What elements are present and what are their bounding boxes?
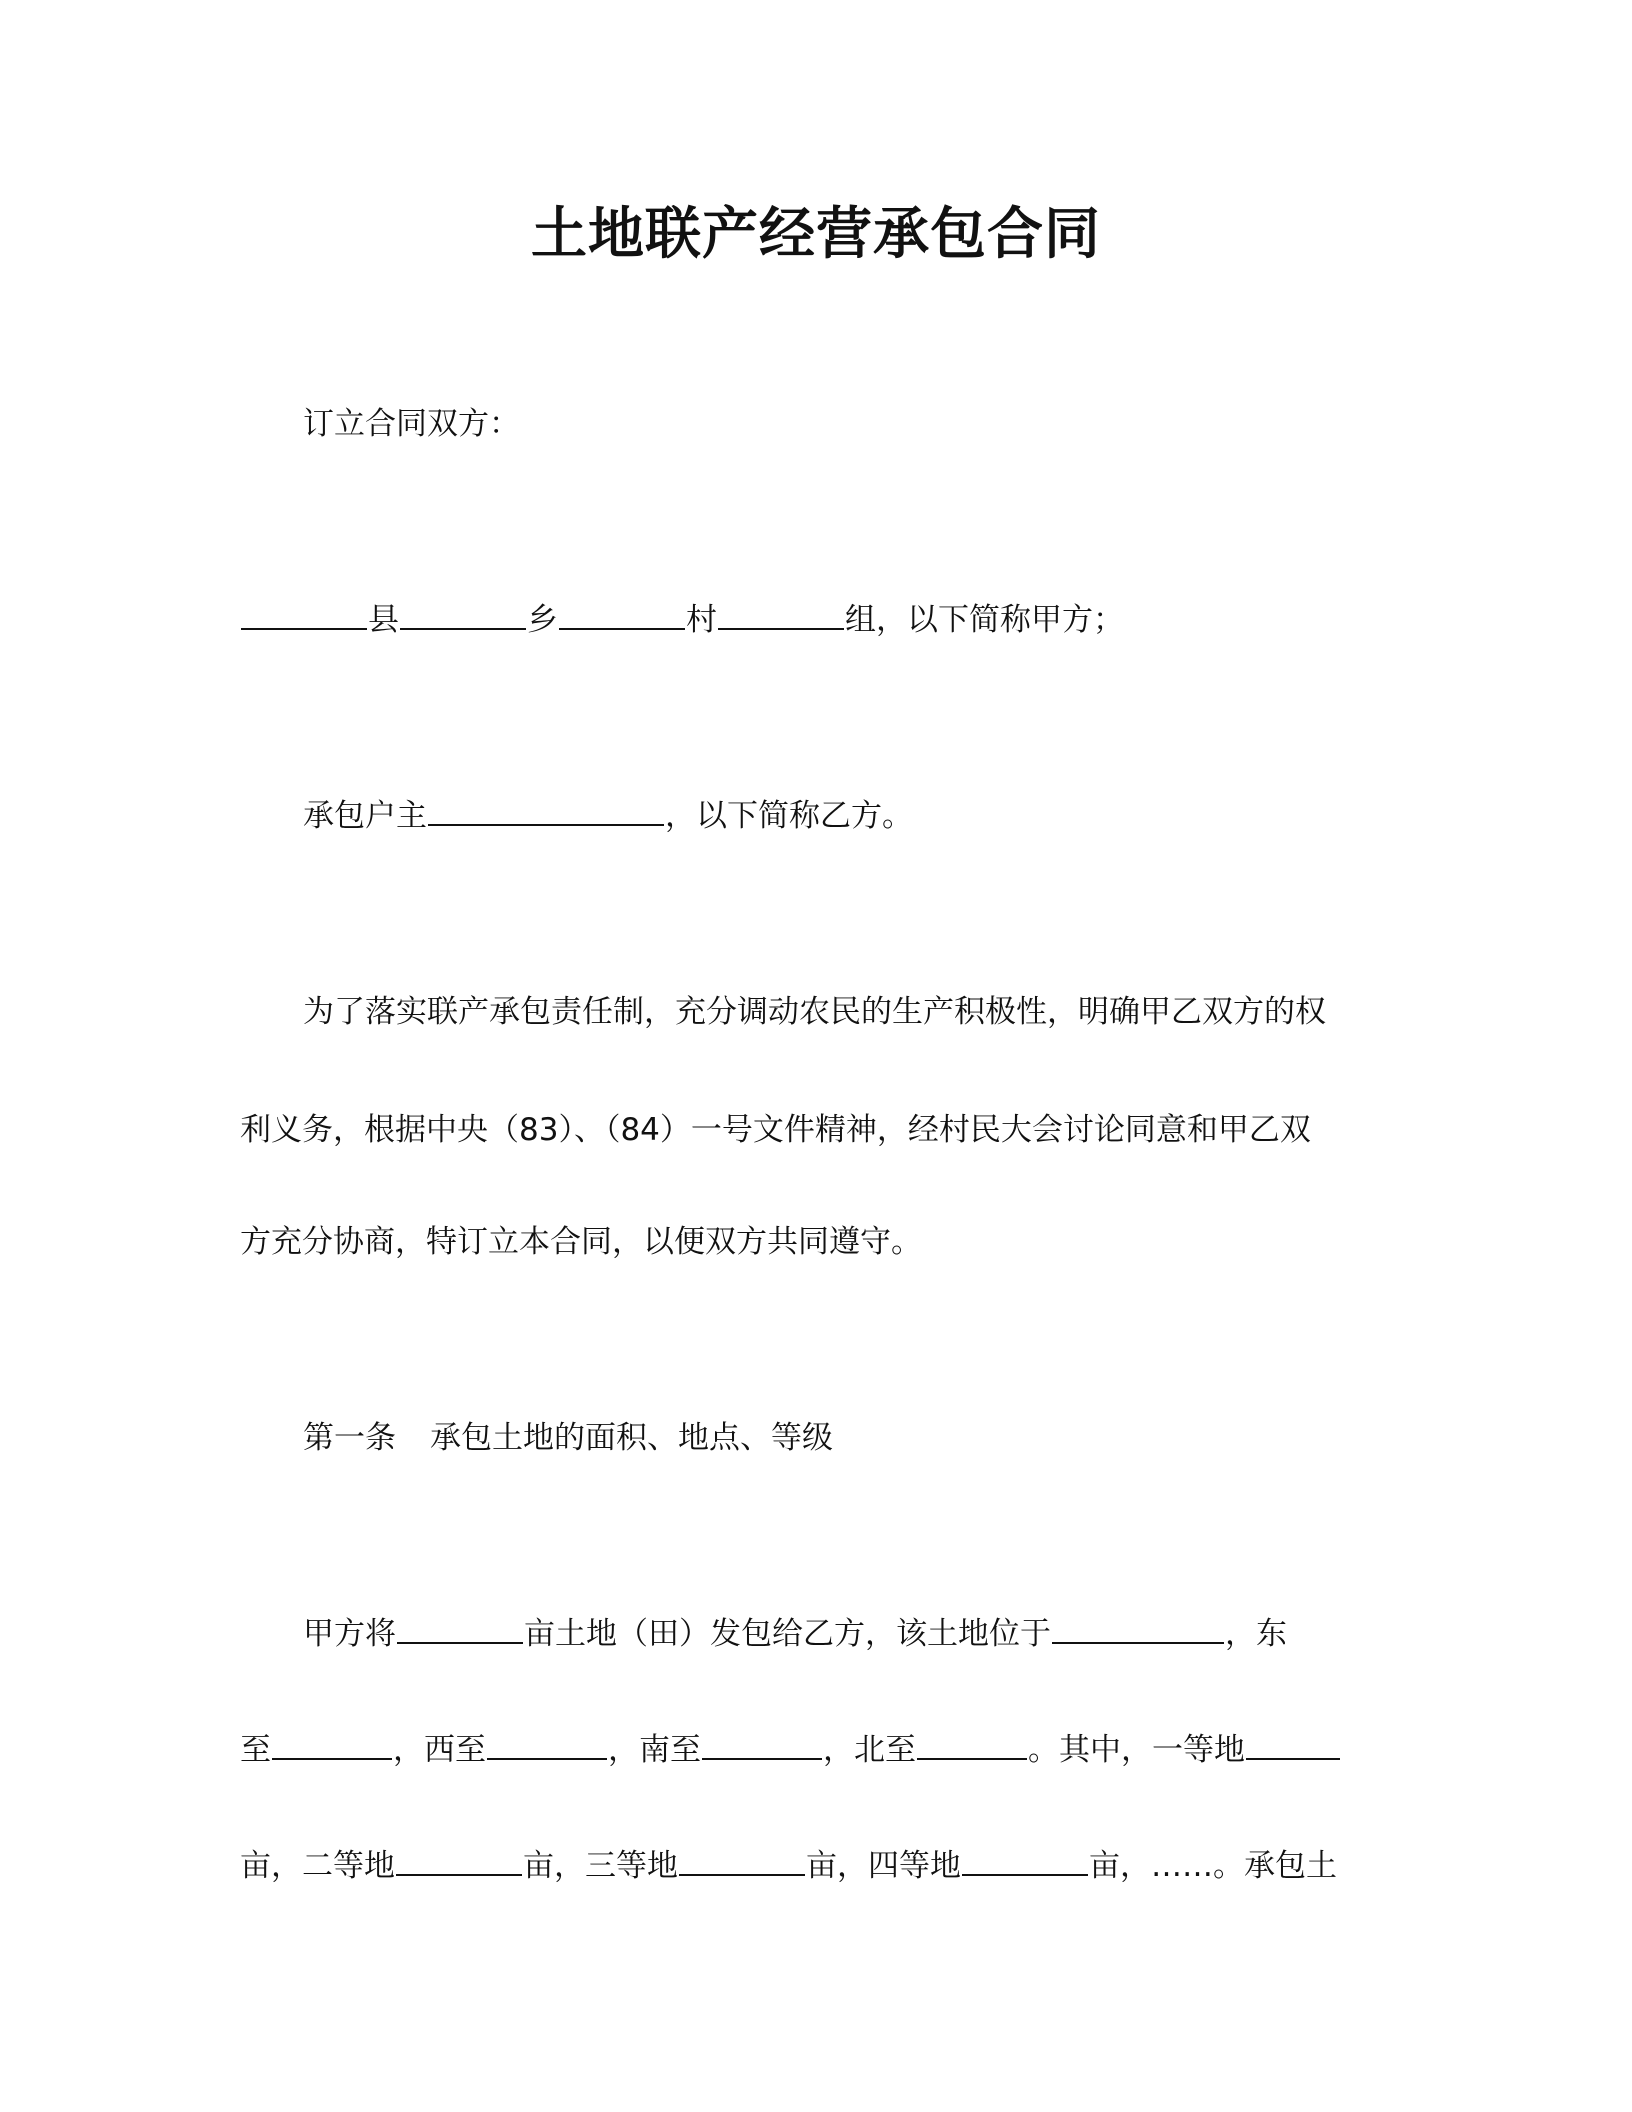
article-1-number: 第一条 <box>303 1420 396 1456</box>
county-blank[interactable] <box>241 598 367 630</box>
text-segment: 甲方将 <box>303 1616 396 1652</box>
area-mu-blank[interactable] <box>397 1612 523 1644</box>
village-label: 村 <box>686 602 717 638</box>
text-segment: ，北至 <box>823 1732 916 1768</box>
article-1-line-1 <box>303 1612 1287 1656</box>
parties-heading: 订立合同双方： <box>303 406 520 442</box>
text-segment: 至 <box>240 1732 271 1768</box>
household-head-blank[interactable] <box>428 794 664 826</box>
grade-2-area-blank[interactable] <box>396 1844 522 1876</box>
location-blank[interactable] <box>1052 1612 1224 1644</box>
south-boundary-blank[interactable] <box>702 1728 822 1760</box>
west-boundary-blank[interactable] <box>487 1728 607 1760</box>
party-b-prefix: 承包户主 <box>303 798 427 834</box>
grade-4-area-blank[interactable] <box>962 1844 1088 1876</box>
grade-1-area-blank[interactable] <box>1246 1728 1340 1760</box>
grade-3-area-blank[interactable] <box>679 1844 805 1876</box>
text-segment: 亩，……。承包土 <box>1089 1848 1337 1884</box>
party-a-line <box>240 598 1124 642</box>
party-b-suffix: ，以下简称乙方。 <box>665 798 913 834</box>
township-blank[interactable] <box>400 598 526 630</box>
document-title: 土地联产经营承包合同 <box>531 202 1101 267</box>
preamble-line-2: 利义务，根据中央（83）、（84）一号文件精神，经村民大会讨论同意和甲乙双 <box>240 1112 1311 1148</box>
group-blank[interactable] <box>718 598 844 630</box>
text-segment: 亩，二等地 <box>240 1848 395 1884</box>
preamble-line-3: 方充分协商，特订立本合同，以便双方共同遵守。 <box>240 1224 922 1260</box>
article-1-line-3 <box>240 1844 1337 1888</box>
preamble-line-1: 为了落实联产承包责任制，充分调动农民的生产积极性，明确甲乙双方的权 <box>303 994 1326 1030</box>
text-segment: ，西至 <box>393 1732 486 1768</box>
article-1-line-2 <box>240 1728 1341 1772</box>
east-boundary-blank[interactable] <box>272 1728 392 1760</box>
township-label: 乡 <box>527 602 558 638</box>
article-1-title: 承包土地的面积、地点、等级 <box>430 1420 833 1456</box>
north-boundary-blank[interactable] <box>917 1728 1027 1760</box>
text-segment: ，南至 <box>608 1732 701 1768</box>
county-label: 县 <box>368 602 399 638</box>
party-a-suffix: 组，以下简称甲方； <box>845 602 1124 638</box>
village-blank[interactable] <box>559 598 685 630</box>
article-1-heading <box>303 1416 833 1460</box>
party-b-line <box>303 794 913 838</box>
text-segment: 亩，四等地 <box>806 1848 961 1884</box>
text-segment: 。其中，一等地 <box>1028 1732 1245 1768</box>
text-segment: 亩土地（田）发包给乙方，该土地位于 <box>524 1616 1051 1652</box>
text-segment: ，东 <box>1225 1616 1287 1652</box>
text-segment: 亩，三等地 <box>523 1848 678 1884</box>
